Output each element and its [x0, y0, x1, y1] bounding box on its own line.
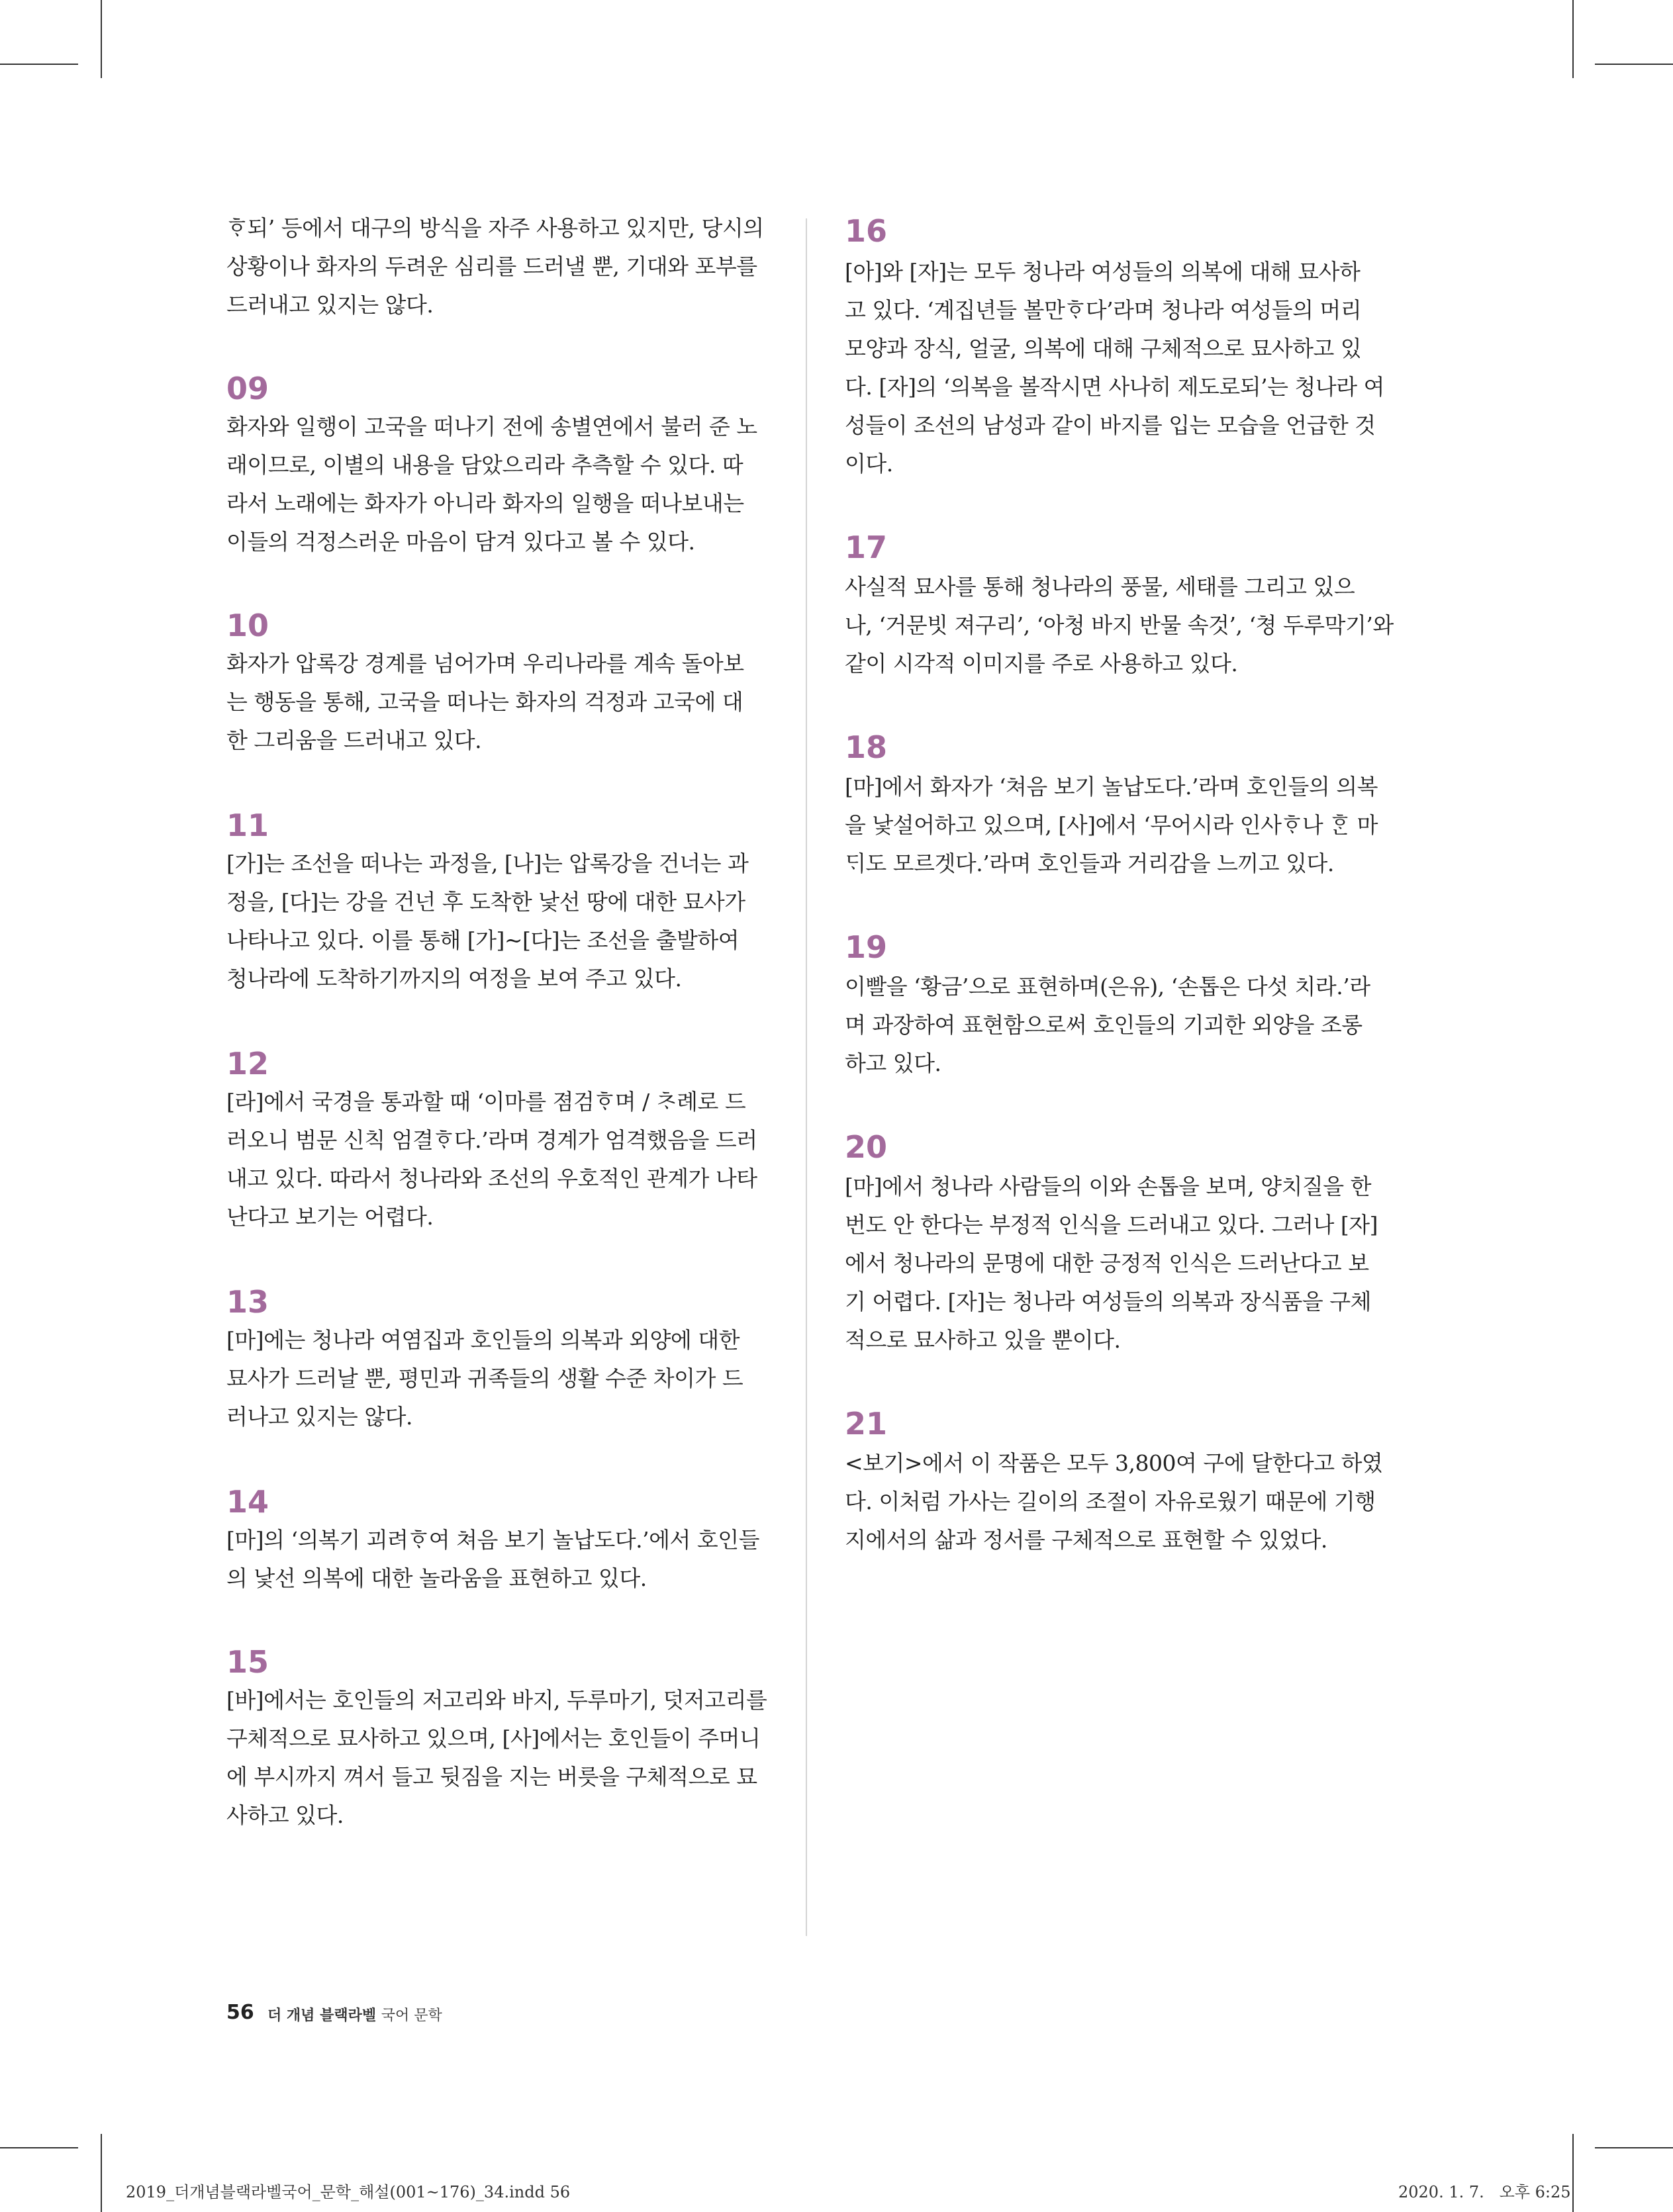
question-number: 14: [226, 1484, 269, 1520]
text-line: [마]에서 화자가 ‘쳐음 보기 놀납도다.’라며 호인들의 의복: [845, 774, 1378, 800]
text-line: 적으로 묘사하고 있을 뿐이다.: [845, 1327, 1121, 1353]
text-line: ᄃᆡ도 모르겟다.’라며 호인들과 거리감을 느끼고 있다.: [845, 851, 1334, 876]
text-line: 며 과장하여 표현함으로써 호인들의 기괴한 외양을 조롱: [845, 1012, 1362, 1038]
answer-text: [226, 1681, 769, 1835]
slug-filename: 2019_더개념블랙라벨국어_문학_해설(001~176)_34.indd 56: [126, 2183, 571, 2201]
crop-mark: [0, 64, 78, 65]
text-line: [마]의 ‘의복기 괴려ᄒᆞ여 쳐음 보기 놀납도다.’에서 호인들: [226, 1527, 759, 1553]
text-line: 상황이나 화자의 두려운 심리를 드러낼 뿐, 기대와 포부를: [226, 253, 757, 279]
crop-mark: [1572, 0, 1574, 78]
text-line: ᄒᆞ되’ 등에서 대구의 방식을 자주 사용하고 있지만, 당시의: [226, 215, 764, 241]
answer-text: [226, 209, 769, 324]
text-line: 의 낯선 의복에 대한 놀라움을 표현하고 있다.: [226, 1565, 647, 1591]
answer-text: [845, 1444, 1388, 1559]
text-line: 라서 노래에는 화자가 아니라 화자의 일행을 떠나보내는: [226, 490, 744, 516]
answer-text: [845, 968, 1388, 1083]
text-line: 청나라에 도착하기까지의 여정을 보여 주고 있다.: [226, 966, 682, 991]
crop-mark: [101, 2134, 102, 2212]
answer-text: [226, 1321, 769, 1436]
question-number: 10: [226, 608, 269, 643]
text-line: 기 어렵다. [자]는 청나라 여성들의 의복과 장식품을 구체: [845, 1289, 1371, 1314]
text-line: 에서 청나라의 문명에 대한 긍정적 인식은 드러난다고 보: [845, 1250, 1369, 1276]
crop-mark: [1595, 2147, 1673, 2148]
text-line: 정을, [다]는 강을 건넌 후 도착한 낯선 땅에 대한 묘사가: [226, 889, 745, 915]
column-divider: [806, 218, 807, 1936]
answer-text: [845, 253, 1388, 483]
text-line: 사실적 묘사를 통해 청나라의 풍물, 세태를 그리고 있으: [845, 574, 1355, 600]
answer-text: [226, 408, 769, 561]
answer-text: [845, 768, 1388, 883]
text-line: 화자와 일행이 고국을 떠나기 전에 송별연에서 불러 준 노: [226, 414, 757, 439]
text-line: 같이 시각적 이미지를 주로 사용하고 있다.: [845, 651, 1238, 676]
text-line: [가]는 조선을 떠나는 과정을, [나]는 압록강을 건너는 과: [226, 851, 749, 876]
answer-text: [226, 1521, 769, 1598]
answer-text: [845, 1168, 1388, 1359]
text-line: 드러내고 있지는 않다.: [226, 292, 434, 318]
question-number: 09: [226, 371, 269, 406]
crop-mark: [1572, 2134, 1574, 2212]
crop-mark: [101, 0, 102, 78]
text-line: 한 그리움을 드러내고 있다.: [226, 727, 482, 753]
question-number: 12: [226, 1046, 269, 1082]
crop-mark: [0, 2147, 78, 2148]
slug-timestamp: 2020. 1. 7. 오후 6:25: [1398, 2183, 1571, 2201]
text-line: 성들이 조선의 남성과 같이 바지를 입는 모습을 언급한 것: [845, 412, 1376, 438]
text-line: 을 낯설어하고 있으며, [사]에서 ‘무어시라 인사ᄒᆞ나 ᄒᆞᆫ 마: [845, 812, 1378, 838]
text-line: [마]에서 청나라 사람들의 이와 손톱을 보며, 양치질을 한: [845, 1174, 1371, 1199]
text-line: 고 있다. ‘계집년들 볼만ᄒᆞ다’라며 청나라 여성들의 머리: [845, 297, 1362, 323]
question-number: 21: [845, 1406, 888, 1442]
question-number: 19: [845, 929, 888, 965]
text-line: 하고 있다.: [845, 1050, 941, 1076]
text-line: 다. 이처럼 가사는 길이의 조절이 자유로웠기 때문에 기행: [845, 1489, 1376, 1514]
text-line: 래이므로, 이별의 내용을 담았으리라 추측할 수 있다. 따: [226, 452, 743, 478]
book-title: [267, 2004, 442, 2025]
text-line: [바]에서는 호인들의 저고리와 바지, 두루마기, 덧저고리를: [226, 1687, 767, 1713]
text-line: 러나고 있지는 않다.: [226, 1404, 412, 1430]
answer-text: [845, 568, 1394, 683]
text-line: 에 부시까지 껴서 들고 뒷짐을 지는 버릇을 구체적으로 묘: [226, 1764, 757, 1790]
text-line: [라]에서 국경을 통과할 때 ‘이마를 졈검ᄒᆞ며 / ᄎᆞ례로 드: [226, 1089, 746, 1115]
answer-text: [226, 1083, 769, 1236]
text-line: 난다고 보기는 어렵다.: [226, 1204, 434, 1230]
text-line: 내고 있다. 따라서 청나라와 조선의 우호적인 관계가 나타: [226, 1166, 757, 1191]
question-number: 17: [845, 530, 888, 565]
text-line: 다. [자]의 ‘의복을 볼작시면 사나히 제도로되’는 청나라 여: [845, 374, 1384, 400]
text-line: 구체적으로 묘사하고 있으며, [사]에서는 호인들이 주머니: [226, 1726, 761, 1751]
text-line: [아]와 [자]는 모두 청나라 여성들의 의복에 대해 묘사하: [845, 259, 1361, 285]
text-line: 사하고 있다.: [226, 1802, 344, 1828]
question-number: 18: [845, 729, 888, 765]
text-line: [마]에는 청나라 여염집과 호인들의 의복과 외양에 대한: [226, 1327, 740, 1353]
text-line: 화자가 압록강 경계를 넘어가며 우리나라를 계속 돌아보: [226, 651, 744, 676]
text-line: 모양과 장식, 얼굴, 의복에 대해 구체적으로 묘사하고 있: [845, 336, 1362, 361]
text-line: 이다.: [845, 451, 893, 477]
text-line: 러오니 범문 신칙 엄결ᄒᆞ다.’라며 경계가 엄격했음을 드러: [226, 1127, 757, 1153]
answer-text: [226, 645, 769, 760]
text-line: 이들의 걱정스러운 마음이 담겨 있다고 볼 수 있다.: [226, 529, 695, 555]
text-line: 나타나고 있다. 이를 통해 [가]~[다]는 조선을 출발하여: [226, 927, 740, 953]
text-line: 번도 안 한다는 부정적 인식을 드러내고 있다. 그러나 [자]: [845, 1212, 1378, 1238]
question-number: 16: [845, 213, 888, 249]
crop-mark: [1595, 64, 1673, 65]
text-line: 이빨을 ‘황금’으로 표현하며(은유), ‘손톱은 다섯 치라.’라: [845, 974, 1370, 999]
text-line: 는 행동을 통해, 고국을 떠나는 화자의 걱정과 고국에 대: [226, 689, 743, 715]
question-number: 20: [845, 1129, 888, 1165]
text-line: 묘사가 드러날 뿐, 평민과 귀족들의 생활 수준 차이가 드: [226, 1365, 743, 1391]
text-line: 지에서의 삶과 정서를 구체적으로 표현할 수 있었다.: [845, 1527, 1327, 1553]
question-number: 13: [226, 1284, 269, 1320]
book-title-main: 더 개념 블랙라벨: [267, 2007, 377, 2024]
answer-text: [226, 845, 769, 998]
text-line: <보기>에서 이 작품은 모두 3,800여 구에 달한다고 하였: [845, 1450, 1383, 1476]
question-number: 11: [226, 807, 269, 843]
question-number: 15: [226, 1644, 269, 1680]
text-line: 나, ‘거문빗 져구리’, ‘아청 바지 반물 속것’, ‘쳥 두루막기’와: [845, 612, 1394, 638]
page-number: 56: [226, 2001, 254, 2024]
book-subtitle: 국어 문학: [381, 2007, 442, 2024]
